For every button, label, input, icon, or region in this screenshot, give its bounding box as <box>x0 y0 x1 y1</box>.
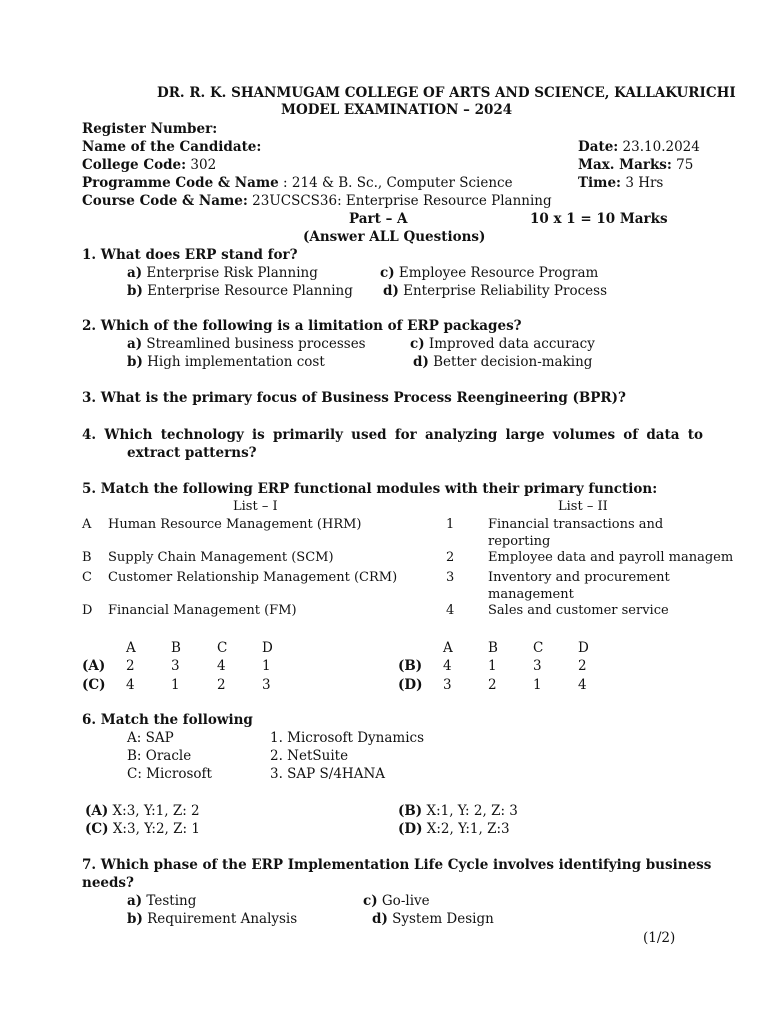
question-7-line-1: 7. Which phase of the ERP Implementation Life Cycle involves identifying business <box>82 857 712 873</box>
programme: Programme Code & Name : 214 & B. Sc., Computer Science <box>82 175 513 191</box>
match-left-item: B: Oracle <box>127 748 192 764</box>
q6-option-d: (D) X:2, Y:1, Z:3 <box>398 821 510 837</box>
match-function: Employee data and payroll managem <box>488 550 734 565</box>
option-value: 3 <box>171 658 180 674</box>
option-value: 4 <box>126 677 135 693</box>
match-function: Sales and customer service <box>488 603 669 618</box>
match-item: Human Resource Management (HRM) <box>108 517 362 532</box>
match-right-item: 2. NetSuite <box>270 748 349 764</box>
q2-option-c: c) Improved data accuracy <box>410 336 595 352</box>
match-letter: C <box>82 570 92 585</box>
match-letter: A <box>82 517 92 532</box>
q1-option-b: b) Enterprise Resource Planning <box>127 283 353 299</box>
register-number-label: Register Number: <box>82 121 218 137</box>
match-item: Customer Relationship Management (CRM) <box>108 570 398 585</box>
q1-option-d: d) Enterprise Reliability Process <box>383 283 608 299</box>
list-2-header: List – II <box>558 499 608 514</box>
exam-title: MODEL EXAMINATION – 2024 <box>281 102 513 118</box>
match-item: Financial Management (FM) <box>108 603 297 618</box>
option-value: 4 <box>443 658 452 674</box>
q6-option-a: (A) X:3, Y:1, Z: 2 <box>85 803 200 819</box>
part-title: Part – A <box>349 211 408 227</box>
match-function: Financial transactions and <box>488 517 664 532</box>
question-1: 1. What does ERP stand for? <box>82 247 298 263</box>
q2-option-a: a) Streamlined business processes <box>127 336 366 352</box>
match-function-cont: reporting <box>488 534 551 549</box>
q7-option-d: d) System Design <box>372 911 494 927</box>
option-value: 2 <box>126 658 135 674</box>
option-value: 3 <box>533 658 542 674</box>
question-7-line-2: needs? <box>82 875 134 891</box>
grid-col-head: C <box>533 640 544 656</box>
q7-option-c: c) Go-live <box>363 893 430 909</box>
course: Course Code & Name: 23UCSCS36: Enterprise Resource Planning <box>82 193 552 209</box>
option-value: 3 <box>443 677 452 693</box>
grid-col-head: B <box>171 640 181 656</box>
option-value: 4 <box>578 677 587 693</box>
grid-col-head: B <box>488 640 498 656</box>
match-number: 1 <box>446 517 455 532</box>
college-code: College Code: 302 <box>82 157 217 173</box>
match-number: 3 <box>446 570 455 585</box>
question-2: 2. Which of the following is a limitation of ERP packages? <box>82 318 522 334</box>
q7-option-a: a) Testing <box>127 893 197 909</box>
option-value: 1 <box>171 677 180 693</box>
match-number: 2 <box>446 550 455 565</box>
match-left-item: A: SAP <box>127 730 174 746</box>
match-item: Supply Chain Management (SCM) <box>108 550 334 565</box>
option-value: 2 <box>488 677 497 693</box>
option-label: (B) <box>398 658 423 674</box>
match-function-cont: management <box>488 587 574 602</box>
q6-option-b: (B) X:1, Y: 2, Z: 3 <box>398 803 518 819</box>
part-marks: 10 x 1 = 10 Marks <box>530 211 668 227</box>
option-label: (C) <box>82 677 106 693</box>
question-6: 6. Match the following <box>82 712 253 728</box>
option-value: 1 <box>488 658 497 674</box>
question-5: 5. Match the following ERP functional modules with their primary function: <box>82 481 658 497</box>
college-name: DR. R. K. SHANMUGAM COLLEGE OF ARTS AND SCIENCE, KALLAKURICHI <box>157 85 736 101</box>
q2-option-b: b) High implementation cost <box>127 354 325 370</box>
exam-time: Time: 3 Hrs <box>578 175 664 191</box>
candidate-name-label: Name of the Candidate: <box>82 139 262 155</box>
q7-option-b: b) Requirement Analysis <box>127 911 298 927</box>
exam-date: Date: 23.10.2024 <box>578 139 700 155</box>
question-4-line-2: extract patterns? <box>127 445 257 461</box>
option-label: (A) <box>82 658 106 674</box>
match-letter: D <box>82 603 93 618</box>
grid-col-head: A <box>443 640 453 656</box>
option-value: 2 <box>217 677 226 693</box>
question-4-line-1: 4. Which technology is primarily used for analyzing large volumes of data to <box>82 427 703 443</box>
match-left-item: C: Microsoft <box>127 766 212 782</box>
q6-option-c: (C) X:3, Y:2, Z: 1 <box>85 821 200 837</box>
page-number: (1/2) <box>643 930 676 946</box>
option-value: 2 <box>578 658 587 674</box>
q1-option-c: c) Employee Resource Program <box>380 265 599 281</box>
grid-col-head: D <box>578 640 589 656</box>
option-label: (D) <box>398 677 423 693</box>
list-1-header: List – I <box>233 499 278 514</box>
match-right-item: 3. SAP S/4HANA <box>270 766 386 782</box>
grid-col-head: C <box>217 640 228 656</box>
option-value: 3 <box>262 677 271 693</box>
q1-option-a: a) Enterprise Risk Planning <box>127 265 318 281</box>
match-right-item: 1. Microsoft Dynamics <box>270 730 425 746</box>
match-number: 4 <box>446 603 455 618</box>
max-marks: Max. Marks: 75 <box>578 157 694 173</box>
part-instruction: (Answer ALL Questions) <box>303 229 486 245</box>
match-letter: B <box>82 550 92 565</box>
option-value: 1 <box>533 677 542 693</box>
match-function: Inventory and procurement <box>488 570 670 585</box>
grid-col-head: D <box>262 640 273 656</box>
grid-col-head: A <box>126 640 136 656</box>
q2-option-d: d) Better decision-making <box>413 354 593 370</box>
question-3: 3. What is the primary focus of Business Process Reengineering (BPR)? <box>82 390 626 406</box>
option-value: 1 <box>262 658 271 674</box>
option-value: 4 <box>217 658 226 674</box>
